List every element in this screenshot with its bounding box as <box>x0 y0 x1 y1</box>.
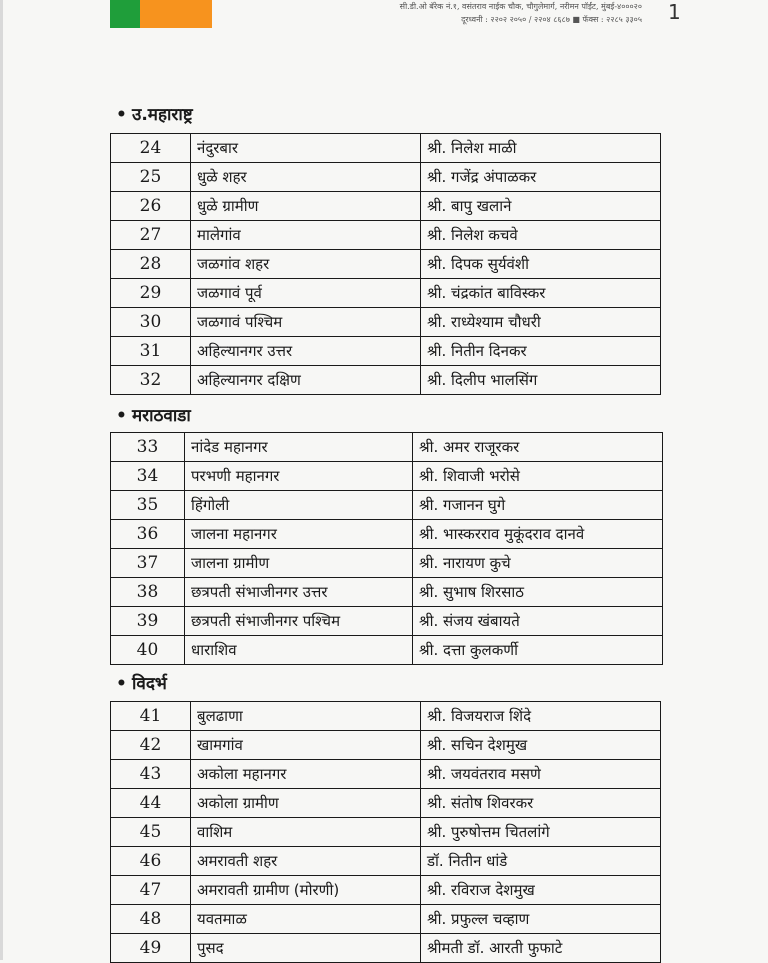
row-number: 44 <box>111 789 191 818</box>
row-number: 48 <box>111 905 191 934</box>
table-row <box>111 308 661 337</box>
row-number: 42 <box>111 731 191 760</box>
office-bearer-name: श्री. चंद्रकांत बाविस्कर <box>421 279 661 308</box>
page-mark: 1 <box>668 0 681 24</box>
table-row <box>111 702 661 731</box>
office-bearer-name: श्री. संजय खंबायते <box>413 607 663 636</box>
table-row <box>111 789 661 818</box>
district-table-marathwada <box>110 432 663 665</box>
district-name: पुसद <box>191 934 421 963</box>
office-bearer-name: श्री. दत्ता कुलकर्णी <box>413 636 663 665</box>
table-row <box>111 520 663 549</box>
office-bearer-name: श्री. सुभाष शिरसाठ <box>413 578 663 607</box>
office-bearer-name: श्री. बापु खलाने <box>421 192 661 221</box>
logo-orange-block <box>140 0 212 28</box>
section-heading-marathwada <box>116 403 191 426</box>
row-number: 25 <box>111 163 191 192</box>
office-bearer-name: श्री. अमर राजूरकर <box>413 433 663 462</box>
office-bearer-name: श्री. रविराज देशमुख <box>421 876 661 905</box>
office-bearer-name: श्री. भास्करराव मुकूंदराव दानवे <box>413 520 663 549</box>
row-number: 38 <box>111 578 185 607</box>
district-name: छत्रपती संभाजीनगर उत्तर <box>185 578 413 607</box>
district-name: अकोला ग्रामीण <box>191 789 421 818</box>
district-name: नंदुरबार <box>191 134 421 163</box>
row-number: 33 <box>111 433 185 462</box>
district-name: अमरावती ग्रामीण (मोरणी) <box>191 876 421 905</box>
row-number: 40 <box>111 636 185 665</box>
row-number: 24 <box>111 134 191 163</box>
page-edge <box>0 0 3 960</box>
district-name: धाराशिव <box>185 636 413 665</box>
district-name: नांदेड महानगर <box>185 433 413 462</box>
office-bearer-name: श्री. दिलीप भालसिंग <box>421 366 661 395</box>
office-bearer-name: श्री. प्रफुल्ल चव्हाण <box>421 905 661 934</box>
row-number: 34 <box>111 462 185 491</box>
table-row <box>111 549 663 578</box>
table-row <box>111 462 663 491</box>
district-name: खामगांव <box>191 731 421 760</box>
table-row <box>111 221 661 250</box>
row-number: 37 <box>111 549 185 578</box>
office-bearer-name: श्री. सचिन देशमुख <box>421 731 661 760</box>
table-row <box>111 192 661 221</box>
district-table-vidarbha <box>110 701 661 963</box>
table-row <box>111 760 661 789</box>
letterhead-address: सी.डी.ओ बॅरेक नं.१, वसंतराव नाईक चौक, चौगुलेमार्ग, नरीमन पॉईंट, मुंबई-४०००२० <box>399 2 642 11</box>
row-number: 30 <box>111 308 191 337</box>
row-number: 43 <box>111 760 191 789</box>
district-name: छत्रपती संभाजीनगर पश्चिम <box>185 607 413 636</box>
office-bearer-name: श्री. निलेश माळी <box>421 134 661 163</box>
row-number: 32 <box>111 366 191 395</box>
district-name: अहिल्यानगर उत्तर <box>191 337 421 366</box>
bullet-icon: • <box>116 674 127 694</box>
row-number: 49 <box>111 934 191 963</box>
table-row <box>111 578 663 607</box>
row-number: 39 <box>111 607 185 636</box>
office-bearer-name: श्रीमती डॉ. आरती फुफाटे <box>421 934 661 963</box>
office-bearer-name: श्री. विजयराज शिंदे <box>421 702 661 731</box>
table-row <box>111 433 663 462</box>
office-bearer-name: श्री. जयवंतराव मसणे <box>421 760 661 789</box>
row-number: 27 <box>111 221 191 250</box>
row-number: 45 <box>111 818 191 847</box>
table-row <box>111 607 663 636</box>
section-title: मराठवाडा <box>132 406 191 426</box>
section-heading-vidarbha <box>116 671 167 694</box>
office-bearer-name: श्री. संतोष शिवरकर <box>421 789 661 818</box>
table-row <box>111 337 661 366</box>
table-row <box>111 876 661 905</box>
row-number: 26 <box>111 192 191 221</box>
bullet-icon: • <box>116 105 127 125</box>
office-bearer-name: श्री. पुरुषोत्तम चितलांगे <box>421 818 661 847</box>
table-row <box>111 905 661 934</box>
table-row <box>111 847 661 876</box>
district-name: जळगावं पूर्व <box>191 279 421 308</box>
table-row <box>111 491 663 520</box>
table-row <box>111 731 661 760</box>
office-bearer-name: श्री. नितीन दिनकर <box>421 337 661 366</box>
table-row <box>111 134 661 163</box>
letterhead-text <box>232 0 642 26</box>
table-row <box>111 818 661 847</box>
table-row <box>111 934 661 963</box>
letterhead <box>0 0 768 30</box>
table-row <box>111 279 661 308</box>
office-bearer-name: श्री. शिवाजी भरोसे <box>413 462 663 491</box>
office-bearer-name: श्री. नारायण कुचे <box>413 549 663 578</box>
section-title: उ.महाराष्ट्र <box>132 105 193 125</box>
office-bearer-name: श्री. गजानन घुगे <box>413 491 663 520</box>
section-heading-north-maharashtra <box>116 102 193 125</box>
row-number: 46 <box>111 847 191 876</box>
row-number: 47 <box>111 876 191 905</box>
district-name: जळगांव शहर <box>191 250 421 279</box>
table-row <box>111 366 661 395</box>
row-number: 35 <box>111 491 185 520</box>
district-name: वाशिम <box>191 818 421 847</box>
section-title: विदर्भ <box>132 674 167 694</box>
table-row <box>111 250 661 279</box>
row-number: 29 <box>111 279 191 308</box>
district-name: अकोला महानगर <box>191 760 421 789</box>
district-name: जालना ग्रामीण <box>185 549 413 578</box>
district-name: हिंगोली <box>185 491 413 520</box>
office-bearer-name: श्री. निलेश कचवे <box>421 221 661 250</box>
letterhead-phone: दूरध्वनी : २२०२ २०५० / २२०४ ८६८७ ■ फॅक्स : २२८५ ३३०५ <box>461 15 642 24</box>
district-name: जळगावं पश्चिम <box>191 308 421 337</box>
row-number: 36 <box>111 520 185 549</box>
logo-green-block <box>110 0 140 28</box>
district-name: अमरावती शहर <box>191 847 421 876</box>
district-name: परभणी महानगर <box>185 462 413 491</box>
table-row <box>111 636 663 665</box>
office-bearer-name: श्री. राध्येश्याम चौधरी <box>421 308 661 337</box>
office-bearer-name: श्री. गजेंद्र अंपाळकर <box>421 163 661 192</box>
district-name: अहिल्यानगर दक्षिण <box>191 366 421 395</box>
office-bearer-name: श्री. दिपक सुर्यवंशी <box>421 250 661 279</box>
row-number: 41 <box>111 702 191 731</box>
district-table-north-maharashtra <box>110 133 661 395</box>
office-bearer-name: डॉ. नितीन धांडे <box>421 847 661 876</box>
table-row <box>111 163 661 192</box>
district-name: बुलढाणा <box>191 702 421 731</box>
district-name: यवतमाळ <box>191 905 421 934</box>
bullet-icon: • <box>116 406 127 426</box>
row-number: 31 <box>111 337 191 366</box>
district-name: धुळे शहर <box>191 163 421 192</box>
district-name: धुळे ग्रामीण <box>191 192 421 221</box>
district-name: जालना महानगर <box>185 520 413 549</box>
district-name: मालेगांव <box>191 221 421 250</box>
row-number: 28 <box>111 250 191 279</box>
